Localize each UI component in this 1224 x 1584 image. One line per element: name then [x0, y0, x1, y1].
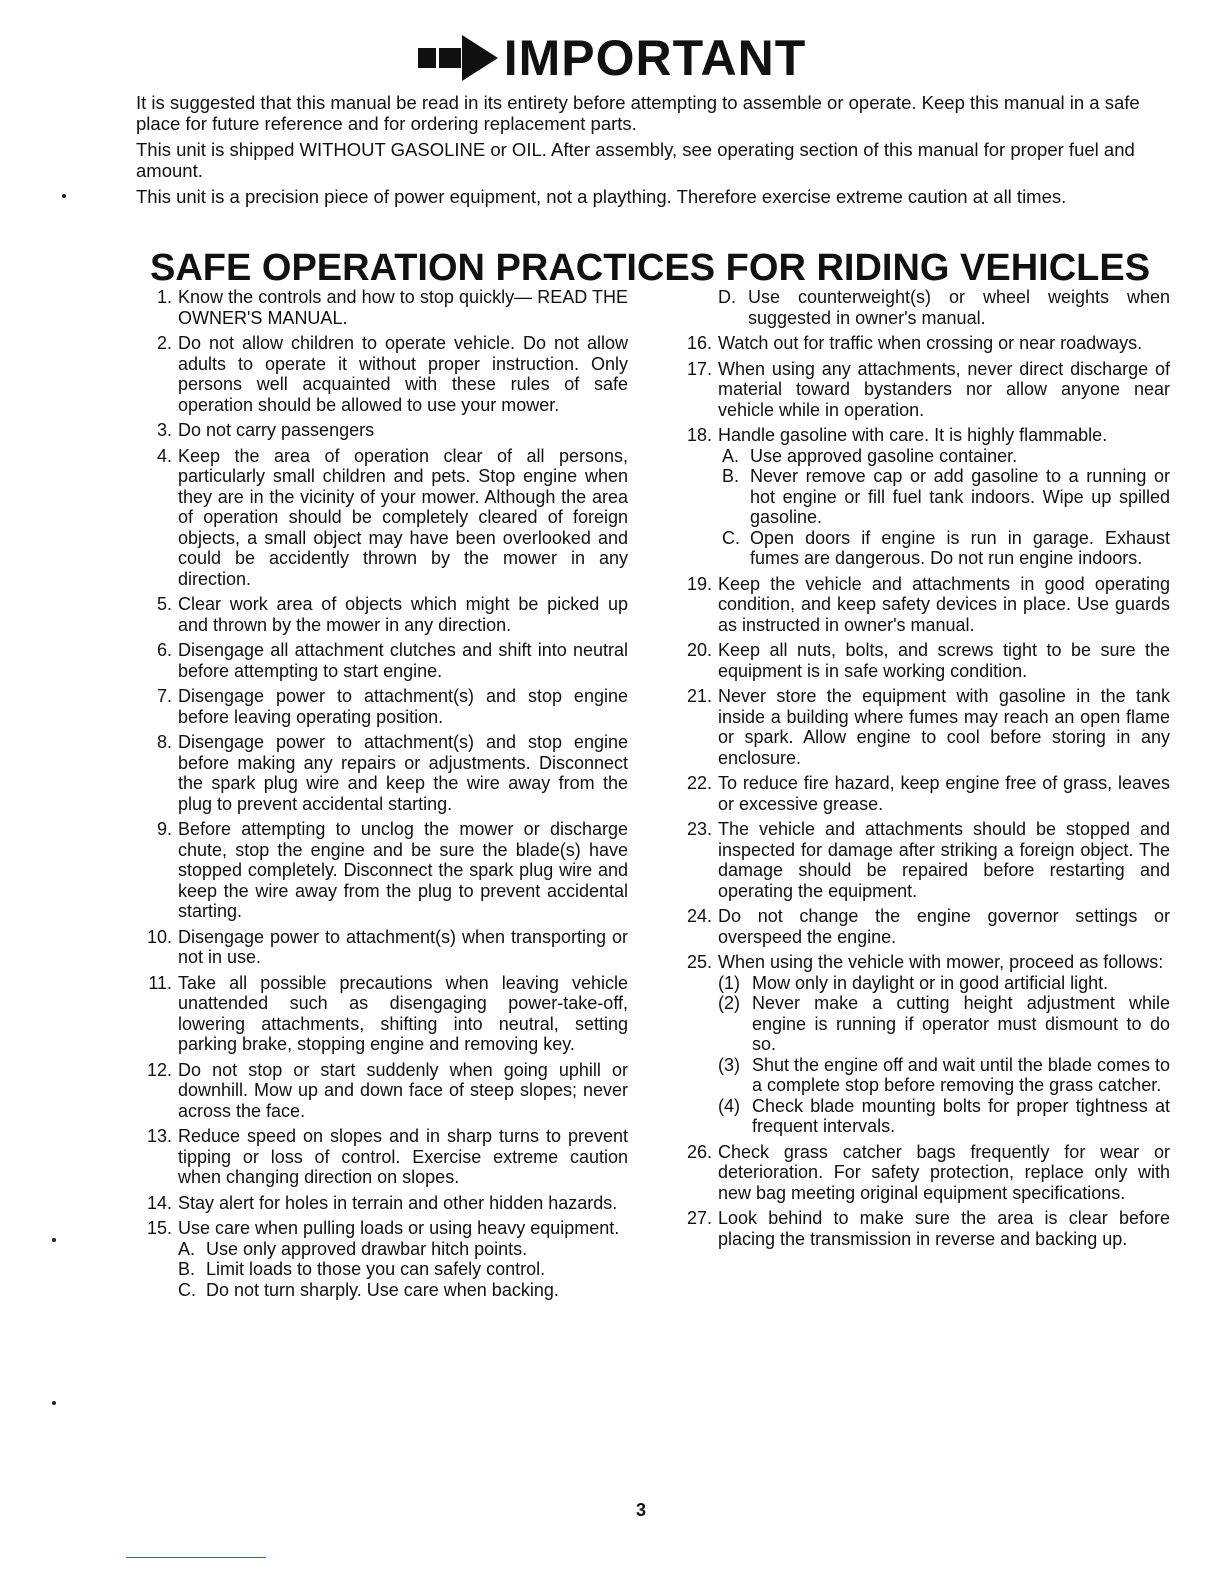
item-number: 19.: [686, 573, 712, 594]
item-text: Stay alert for holes in terrain and other hidden hazards.: [178, 1192, 618, 1213]
item-text: [718, 952, 1170, 1137]
item-number: 1.: [156, 287, 172, 307]
sub-item-label: B.: [722, 466, 740, 486]
item-text: Disengage all attachment clutches and shift into neutral before attempting to start engine.: [178, 640, 628, 681]
sub-item: [718, 528, 1170, 569]
intro-paragraph: This unit is a precision piece of power equipment, not a plaything. Therefore exercise extreme caution at all times.: [136, 186, 1067, 207]
item-text: Keep the area of operation clear of all persons, particularly small children and pets. Stop engine when they are in the vicinity of your mower. Although the area of operation should be completely cleared of foreign objects, a small object may have been overlooked and could be accidently thrown by the mower in any direction.: [178, 445, 628, 589]
sub-item: [718, 993, 1170, 1055]
list-item: [128, 594, 628, 635]
sub-item-text: Never make a cutting height adjustment while engine is running if operator must dismount to do so.: [752, 993, 1170, 1054]
item-15-group: [178, 1218, 628, 1300]
sub-item-label: D.: [718, 287, 736, 307]
list-item: [128, 927, 628, 968]
item-text: [718, 425, 1170, 569]
intro-paragraph: This unit is shipped WITHOUT GASOLINE or OIL. After assembly, see operating section of this manual for proper fuel and amount.: [136, 139, 1135, 181]
sub-item-text: Shut the engine off and wait until the blade comes to a complete stop before removing the grass catcher.: [752, 1054, 1170, 1095]
item-text: Disengage power to attachment(s) and stop engine before leaving operating position.: [178, 686, 628, 727]
list-item: [668, 359, 1170, 421]
item-number: 23.: [686, 819, 712, 839]
item-number: 7.: [156, 686, 172, 706]
item-number: 17.: [686, 358, 712, 379]
list-item: [668, 1142, 1170, 1204]
item-text: Before attempting to unclog the mower or discharge chute, stop the engine and be sure the blade(s) have stopped completely. Disconnect the spark plug wire and keep the wire away from the plug to prevent accidental starting.: [178, 819, 628, 921]
item-text: Look behind to make sure the area is clear before placing the transmission in reverse and backing up.: [718, 1208, 1170, 1249]
intro-paragraph: It is suggested that this manual be read in its entirety before attempting to assemble or operate. Keep this manual in a safe place for future reference and for ordering replacement parts.: [136, 92, 1140, 134]
sub-item-label: A.: [722, 445, 740, 466]
item-number: 11.: [148, 972, 172, 993]
sub-item: [718, 1096, 1170, 1137]
sub-item-label: (1): [718, 972, 740, 993]
sub-item-text: Never remove cap or add gasoline to a running or hot engine or fill fuel tank indoors. Wipe up spilled gasoline.: [750, 466, 1170, 527]
item-number: 6.: [156, 640, 172, 660]
item-text: Use care when pulling loads or using heavy equipment.: [178, 1218, 620, 1238]
item-text: Handle gasoline with care. It is highly flammable.: [718, 425, 1108, 445]
list-item: [128, 1218, 628, 1300]
sub-item: [178, 1280, 628, 1301]
scan-speck: [62, 194, 66, 198]
sub-item-label: C.: [178, 1279, 196, 1300]
list-item: [128, 287, 628, 328]
list-item: [128, 640, 628, 681]
item-number: 25.: [686, 952, 712, 972]
item-text: When using any attachments, never direct discharge of material toward bystanders nor allow anyone near vehicle while in operation.: [718, 358, 1170, 420]
item-number: 24.: [686, 906, 712, 926]
item-number: 3.: [156, 420, 172, 440]
item-number: 4.: [156, 445, 172, 466]
sub-item-text: Use approved gasoline container.: [750, 445, 1018, 466]
list-item: [668, 773, 1170, 814]
item-text: Watch out for traffic when crossing or near roadways.: [718, 333, 1143, 353]
sub-item-text: Do not turn sharply. Use care when backing.: [206, 1279, 559, 1300]
sub-item-text: Open doors if engine is run in garage. Exhaust fumes are dangerous. Do not run engine indoors.: [750, 527, 1170, 568]
section-heading: SAFE OPERATION PRACTICES FOR RIDING VEHICLES: [150, 247, 1151, 289]
item-number: 12.: [146, 1059, 172, 1080]
list-item: [128, 1193, 628, 1214]
list-item: [128, 1126, 628, 1188]
sub-item: [718, 446, 1170, 467]
item-number: 20.: [686, 640, 712, 660]
sub-item-label: (2): [718, 993, 740, 1013]
item-number: 22.: [686, 773, 712, 793]
sub-item: [178, 1259, 628, 1280]
item-text: Take all possible precautions when leaving vehicle unattended such as disengaging power-take-off, lowering attachments, shifting into neutral, setting parking brake, stopping engine and removing key.: [178, 972, 628, 1054]
item-number: 13.: [146, 1126, 172, 1146]
scan-speck: [52, 1238, 56, 1242]
item-text: Know the controls and how to stop quickly— READ THE OWNER'S MANUAL.: [178, 287, 628, 328]
list-item: [128, 333, 628, 415]
arrow-right-icon: [418, 35, 498, 81]
item-number: 18.: [686, 425, 712, 445]
item-number: 14.: [146, 1192, 172, 1213]
sub-item-label: C.: [722, 527, 740, 548]
item-text: Clear work area of objects which might be picked up and thrown by the mower in any direction.: [178, 594, 628, 635]
item-text: Never store the equipment with gasoline in the tank inside a building where fumes may reach an open flame or spark. Allow engine to cool before storing in any enclosure.: [718, 686, 1170, 768]
sub-item-label: B.: [178, 1259, 196, 1279]
item-number: 8.: [156, 732, 172, 752]
item-number: 27.: [686, 1208, 712, 1228]
list-item: [128, 732, 628, 814]
item-text: Check grass catcher bags frequently for wear or deterioration. For safety protection, replace only with new bag meeting original equipment specifications.: [718, 1141, 1170, 1203]
sub-item: [668, 287, 1170, 328]
list-item: [128, 973, 628, 1055]
item-number: 26.: [686, 1141, 712, 1162]
list-item: [128, 420, 628, 441]
sub-item-text: Limit loads to those you can safely control.: [206, 1259, 546, 1279]
item-text: Do not stop or start suddenly when going uphill or downhill. Mow up and down face of steep slopes; never across the face.: [178, 1059, 628, 1121]
sub-item-label: A.: [178, 1238, 196, 1259]
list-item: [128, 686, 628, 727]
right-column: [668, 287, 1170, 1254]
item-number: 2.: [156, 333, 172, 353]
sub-item-label: (4): [718, 1095, 740, 1116]
sub-item: [178, 1239, 628, 1260]
footer-rule: [126, 1557, 266, 1558]
list-item: [668, 906, 1170, 947]
item-number: 5.: [156, 594, 172, 614]
list-item: [668, 333, 1170, 354]
item-text: Do not carry passengers: [178, 420, 375, 440]
sub-item-text: Mow only in daylight or in good artificial light.: [752, 972, 1109, 993]
item-text: Disengage power to attachment(s) and stop engine before making any repairs or adjustments. Disconnect the spark plug wire and keep the wire away from the plug to prevent accidental starting.: [178, 732, 628, 814]
list-item: [668, 640, 1170, 681]
item-text: Do not allow children to operate vehicle. Do not allow adults to operate it without proper instruction. Only persons well acquainted with these rules of safe operation should be allowed to use your mower.: [178, 333, 628, 415]
list-item: [668, 574, 1170, 636]
item-text: Keep the vehicle and attachments in good operating condition, and keep safety devices in place. Use guards as instructed in owner's manual.: [718, 573, 1170, 635]
item-text: Do not change the engine governor settings or overspeed the engine.: [718, 906, 1170, 947]
item-text: [178, 1218, 628, 1300]
list-item: [668, 686, 1170, 768]
sub-item: [718, 1055, 1170, 1096]
item-text: Keep all nuts, bolts, and screws tight to be sure the equipment is in safe working condition.: [718, 640, 1170, 681]
item-number: 9.: [156, 819, 172, 839]
sub-item-text: Use only approved drawbar hitch points.: [206, 1238, 528, 1259]
sub-item: [718, 466, 1170, 528]
item-text: Disengage power to attachment(s) when transporting or not in use.: [178, 926, 628, 967]
list-item: [668, 819, 1170, 901]
item-text: To reduce fire hazard, keep engine free of grass, leaves or excessive grease.: [718, 773, 1170, 814]
scan-speck: [52, 1401, 56, 1405]
item-number: 21.: [686, 686, 712, 706]
item-text: When using the vehicle with mower, proceed as follows:: [718, 952, 1164, 972]
list-item: [668, 952, 1170, 1137]
sub-item: [718, 973, 1170, 994]
sub-item-text: Check blade mounting bolts for proper tightness at frequent intervals.: [752, 1095, 1170, 1136]
page-number: 3: [636, 1500, 647, 1520]
item-text: The vehicle and attachments should be stopped and inspected for damage after striking a foreign object. The damage should be repaired before restarting and operating the equipment.: [718, 819, 1170, 901]
list-item: [128, 1060, 628, 1122]
list-item: [668, 425, 1170, 569]
item-number: 15.: [146, 1218, 172, 1238]
item-text: Reduce speed on slopes and in sharp turns to prevent tipping or loss of control. Exercise extreme caution when changing direction on slopes.: [178, 1126, 628, 1187]
item-number: 16.: [686, 333, 712, 353]
title-row: [0, 28, 1224, 88]
list-item: [128, 446, 628, 590]
page-title: IMPORTANT: [503, 30, 807, 86]
list-item: [668, 1208, 1170, 1249]
sub-item-label: (3): [718, 1054, 740, 1075]
item-number: 10.: [146, 926, 172, 947]
list-item: [128, 819, 628, 922]
left-column: [128, 287, 628, 1305]
sub-item-text: Use counterweight(s) or wheel weights when suggested in owner's manual.: [748, 287, 1170, 328]
intro-section: [136, 92, 1171, 212]
